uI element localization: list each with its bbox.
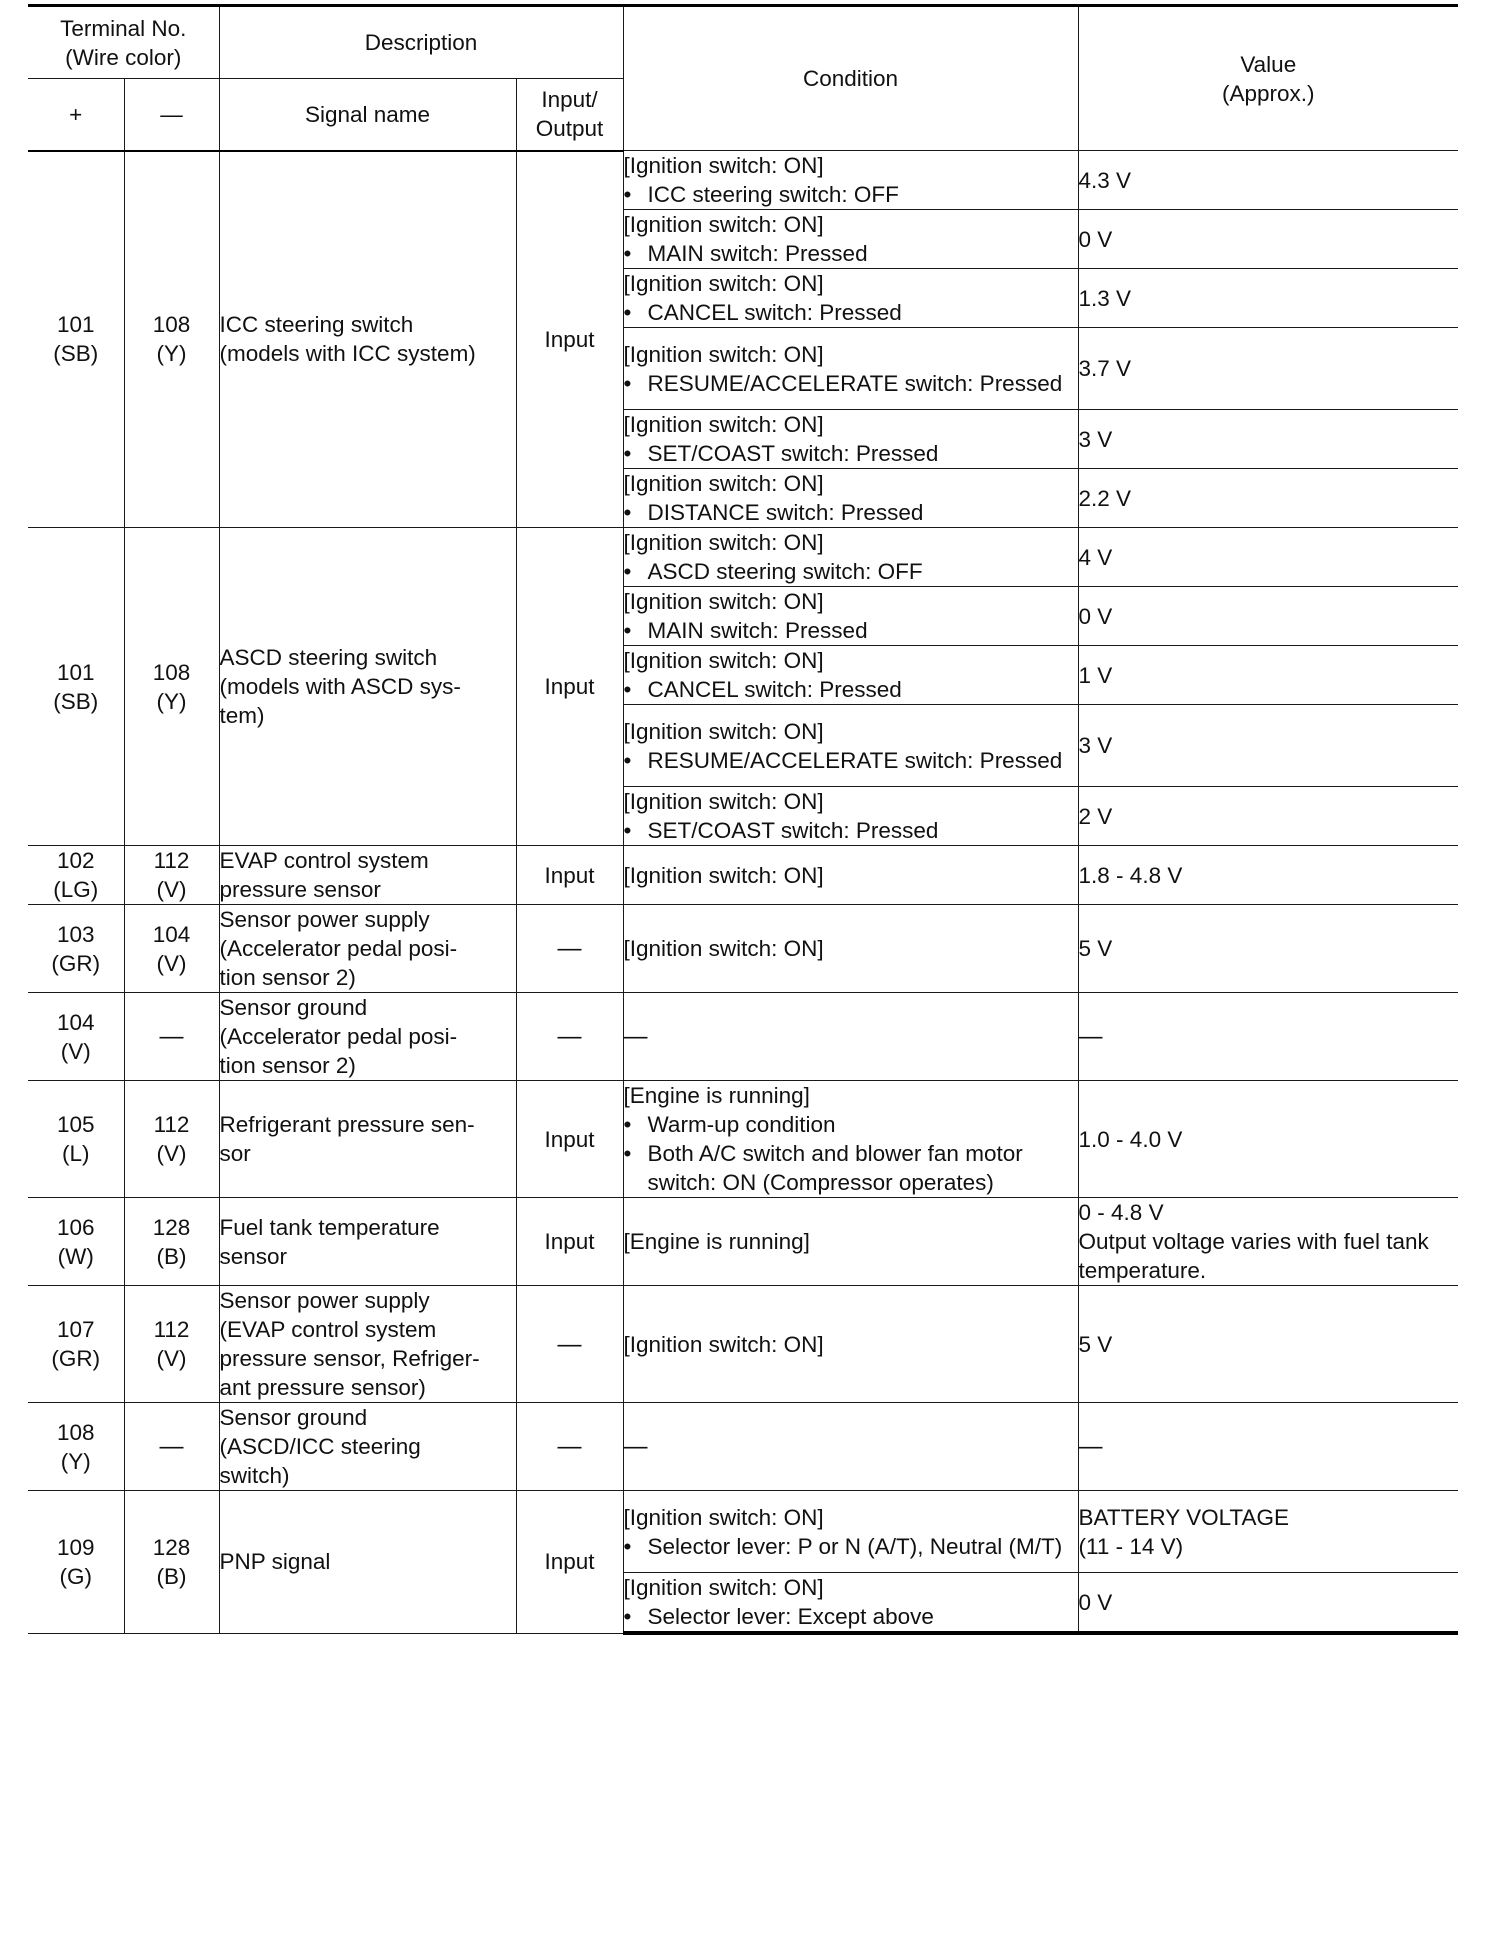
condition-bullet: • CANCEL switch: Pressed (624, 298, 1078, 327)
value-text: 1.0 - 4.0 V (1078, 1126, 1183, 1152)
condition-bullet: • CANCEL switch: Pressed (624, 675, 1078, 704)
value-text: — (1078, 1433, 1103, 1460)
condition-bullet-list (624, 180, 1078, 209)
terminal-minus-cell (124, 151, 219, 528)
value-text: 2.2 V (1078, 485, 1132, 511)
value-cell (1078, 328, 1458, 410)
io-cell (516, 905, 623, 993)
condition-cell (623, 846, 1078, 905)
value-cell (1078, 1573, 1458, 1634)
condition-text: [Ignition switch: ON] (623, 341, 824, 367)
signal-name: sor (219, 1141, 251, 1166)
condition-text: [Ignition switch: ON] (623, 1575, 824, 1600)
condition-bullet-list (624, 239, 1078, 268)
condition-bullet: • MAIN switch: Pressed (624, 239, 1078, 268)
value-text: 4.3 V (1078, 167, 1132, 193)
signal-name: pressure sensor, Refriger- (219, 1346, 480, 1371)
condition-text: — (623, 1433, 648, 1460)
terminal-minus: 108 (152, 312, 191, 338)
terminal-minus: (V) (156, 1141, 187, 1166)
table-header (28, 6, 1458, 151)
condition-cell (623, 787, 1078, 846)
value-cell (1078, 210, 1458, 269)
table-row (28, 846, 1458, 905)
table-row (28, 1081, 1458, 1198)
signal-name: ant pressure sensor) (219, 1375, 426, 1400)
header-condition: Condition (623, 6, 1078, 151)
io-cell (516, 1491, 623, 1634)
terminal-plus: (G) (59, 1563, 92, 1589)
value-text: 1.3 V (1078, 285, 1132, 311)
terminal-plus-cell (28, 528, 124, 846)
condition-text: [Ignition switch: ON] (623, 589, 824, 614)
terminal-minus: (V) (156, 1346, 187, 1371)
value-text: 3 V (1078, 733, 1113, 758)
condition-text: [Ignition switch: ON] (623, 718, 824, 744)
signal-name: Refrigerant pressure sen- (219, 1112, 475, 1137)
table-row (28, 151, 1458, 210)
terminal-plus: 102 (56, 848, 95, 873)
signal-name-cell (219, 1286, 516, 1403)
signal-name: Sensor ground (219, 1405, 368, 1430)
table-body (28, 151, 1458, 1634)
signal-name-cell (219, 993, 516, 1081)
terminal-minus: (B) (156, 1243, 187, 1269)
value-cell (1078, 646, 1458, 705)
condition-cell (623, 151, 1078, 210)
terminal-minus: (V) (156, 950, 187, 976)
input-output: Input (544, 862, 595, 888)
table-row (28, 1491, 1458, 1573)
header-io-line1: Input/ (541, 87, 598, 113)
condition-cell (623, 1286, 1078, 1403)
io-cell (516, 1198, 623, 1286)
terminal-plus: (SB) (53, 688, 99, 714)
terminal-plus: 101 (56, 659, 95, 685)
terminal-minus-cell (124, 1081, 219, 1198)
value-cell (1078, 705, 1458, 787)
condition-cell (623, 646, 1078, 705)
value-cell (1078, 1198, 1458, 1286)
condition-cell (623, 1573, 1078, 1634)
table-row (28, 993, 1458, 1081)
io-cell (516, 528, 623, 846)
terminal-plus: (SB) (53, 341, 99, 367)
condition-text: [Ignition switch: ON] (623, 212, 824, 237)
terminal-minus-cell (124, 846, 219, 905)
condition-text: — (623, 1023, 648, 1050)
condition-cell (623, 269, 1078, 328)
header-terminal-no-label: Terminal No. (60, 15, 187, 41)
signal-name-cell (219, 905, 516, 993)
terminal-minus-cell (124, 1198, 219, 1286)
terminal-plus-cell (28, 151, 124, 528)
condition-text: [Ignition switch: ON] (623, 936, 824, 961)
signal-name: Fuel tank temperature (219, 1214, 440, 1240)
value-cell (1078, 528, 1458, 587)
terminal-minus: 128 (152, 1214, 191, 1240)
condition-bullet: • Both A/C switch and blower fan motor switch: ON (Compressor operates) (624, 1139, 1078, 1197)
input-output: Input (544, 326, 595, 352)
condition-text: [Ignition switch: ON] (623, 648, 824, 673)
condition-cell (623, 905, 1078, 993)
value-cell (1078, 846, 1458, 905)
condition-bullet: • Warm-up condition (624, 1110, 1078, 1139)
terminal-plus: 105 (56, 1112, 95, 1137)
terminal-plus-cell (28, 905, 124, 993)
condition-bullet: • DISTANCE switch: Pressed (624, 498, 1078, 527)
signal-name-cell (219, 1081, 516, 1198)
input-output: — (557, 1023, 582, 1050)
table-row (28, 528, 1458, 587)
table-row (28, 1403, 1458, 1491)
signal-name: sensor (219, 1243, 288, 1269)
condition-cell (623, 1403, 1078, 1491)
terminal-minus-cell (124, 528, 219, 846)
value-text: Output voltage varies with fuel tank temperature. (1078, 1229, 1429, 1283)
header-plus: + (28, 79, 124, 151)
io-cell (516, 1081, 623, 1198)
value-text: BATTERY VOLTAGE (1078, 1504, 1290, 1530)
condition-bullet: • ASCD steering switch: OFF (624, 557, 1078, 586)
condition-bullet: • SET/COAST switch: Pressed (624, 439, 1078, 468)
signal-name: Sensor power supply (219, 1288, 430, 1313)
input-output: — (557, 1433, 582, 1460)
terminal-minus: (Y) (156, 688, 187, 714)
condition-cell (623, 210, 1078, 269)
signal-name: pressure sensor (219, 877, 381, 902)
value-cell (1078, 1081, 1458, 1198)
condition-text: [Ignition switch: ON] (623, 412, 824, 437)
terminal-plus: (GR) (51, 1346, 101, 1371)
condition-cell (623, 993, 1078, 1081)
condition-text: [Ignition switch: ON] (623, 1504, 824, 1530)
value-text: 5 V (1078, 936, 1113, 961)
terminal-plus: 109 (56, 1534, 95, 1560)
value-cell (1078, 787, 1458, 846)
value-cell (1078, 1491, 1458, 1573)
condition-bullet-list (624, 1602, 1078, 1631)
terminal-minus: 104 (152, 921, 191, 947)
signal-name: (ASCD/ICC steering (219, 1434, 421, 1459)
condition-bullet-list (624, 1110, 1078, 1197)
signal-name-cell (219, 151, 516, 528)
table-row (28, 1198, 1458, 1286)
condition-text: [Engine is running] (623, 1083, 810, 1108)
table-row (28, 1286, 1458, 1403)
condition-bullet: • Selector lever: P or N (A/T), Neutral (M/T) (624, 1532, 1078, 1561)
value-cell (1078, 1403, 1458, 1491)
signal-name: (models with ASCD sys- (219, 674, 461, 699)
terminal-minus-cell (124, 993, 219, 1081)
input-output: Input (544, 674, 595, 699)
terminal-minus: — (159, 1023, 184, 1050)
terminal-minus-cell (124, 1286, 219, 1403)
terminal-minus: 112 (153, 1317, 190, 1342)
signal-name: tion sensor 2) (219, 1053, 356, 1078)
io-cell (516, 993, 623, 1081)
input-output: Input (544, 1229, 595, 1254)
value-cell (1078, 587, 1458, 646)
value-cell (1078, 469, 1458, 528)
signal-name: ASCD steering switch (219, 645, 438, 670)
terminal-plus: (L) (62, 1141, 90, 1166)
value-cell (1078, 410, 1458, 469)
value-text: 0 V (1078, 1589, 1113, 1615)
value-text: 5 V (1078, 1331, 1113, 1357)
condition-text: [Engine is running] (623, 1229, 810, 1254)
condition-cell (623, 469, 1078, 528)
io-cell (516, 1403, 623, 1491)
signal-name: tion sensor 2) (219, 965, 356, 990)
header-description: Description (219, 6, 623, 79)
condition-cell (623, 705, 1078, 787)
signal-name: PNP signal (219, 1549, 331, 1575)
header-minus: — (124, 79, 219, 151)
terminal-plus-cell (28, 1081, 124, 1198)
condition-bullet: • Selector lever: Except above (624, 1602, 1078, 1631)
value-text: 0 - 4.8 V (1078, 1200, 1164, 1225)
condition-text: [Ignition switch: ON] (623, 530, 824, 555)
input-output: Input (544, 1549, 595, 1575)
condition-bullet-list (624, 498, 1078, 527)
signal-name: switch) (219, 1463, 290, 1488)
signal-name-cell (219, 528, 516, 846)
value-text: (11 - 14 V) (1078, 1533, 1184, 1559)
terminal-minus: 108 (152, 659, 191, 685)
terminal-minus: 112 (153, 1112, 190, 1137)
terminal-plus: (W) (57, 1243, 94, 1269)
terminal-plus: 104 (56, 1009, 95, 1035)
value-text: 3.7 V (1078, 356, 1132, 381)
terminal-plus: 108 (56, 1419, 95, 1445)
condition-bullet-list (624, 1532, 1078, 1561)
signal-name-cell (219, 1198, 516, 1286)
terminal-minus: — (159, 1433, 184, 1460)
header-value (1078, 6, 1458, 151)
condition-bullet-list (624, 298, 1078, 327)
condition-bullet-list (624, 557, 1078, 586)
io-cell (516, 151, 623, 528)
terminal-plus: 101 (56, 312, 95, 338)
signal-name: (Accelerator pedal posi- (219, 936, 458, 961)
condition-cell (623, 1198, 1078, 1286)
value-cell (1078, 905, 1458, 993)
terminal-minus: (Y) (156, 341, 187, 367)
value-text: 1 V (1078, 662, 1113, 688)
condition-text: [Ignition switch: ON] (623, 789, 824, 814)
terminal-plus: (V) (60, 1038, 91, 1064)
terminal-plus: 106 (56, 1214, 95, 1240)
signal-name-cell (219, 1491, 516, 1634)
value-text: 0 V (1078, 603, 1113, 629)
value-text: 1.8 - 4.8 V (1078, 862, 1183, 888)
ecm-terminal-table (28, 4, 1458, 1635)
terminal-minus: (V) (156, 877, 187, 902)
header-terminal-no (28, 6, 219, 79)
signal-name: (models with ICC system) (219, 341, 476, 367)
signal-name: ICC steering switch (219, 312, 414, 338)
condition-bullet: • SET/COAST switch: Pressed (624, 816, 1078, 845)
terminal-plus: 103 (56, 921, 95, 947)
header-value-approx: (Approx.) (1222, 80, 1315, 106)
signal-name: Sensor power supply (219, 907, 430, 932)
condition-cell (623, 528, 1078, 587)
condition-cell (623, 410, 1078, 469)
terminal-table-page (28, 4, 1458, 1635)
value-cell (1078, 1286, 1458, 1403)
condition-cell (623, 1491, 1078, 1573)
input-output: Input (544, 1126, 595, 1152)
terminal-plus-cell (28, 1403, 124, 1491)
value-cell (1078, 993, 1458, 1081)
terminal-minus: 112 (153, 848, 190, 873)
input-output: — (557, 1330, 582, 1358)
input-output: — (557, 935, 582, 962)
signal-name: tem) (219, 703, 265, 728)
condition-bullet-list (624, 816, 1078, 845)
condition-bullet-list (624, 746, 1078, 775)
condition-cell (623, 1081, 1078, 1198)
terminal-minus-cell (124, 905, 219, 993)
value-text: 0 V (1078, 226, 1113, 252)
terminal-plus-cell (28, 1286, 124, 1403)
signal-name: (EVAP control system (219, 1317, 437, 1342)
io-cell (516, 1286, 623, 1403)
header-signal-name: Signal name (219, 79, 516, 151)
condition-bullet-list (624, 616, 1078, 645)
condition-text: [Ignition switch: ON] (623, 153, 824, 178)
signal-name: Sensor ground (219, 995, 368, 1020)
terminal-plus: (GR) (51, 950, 101, 976)
condition-bullet-list (624, 675, 1078, 704)
condition-bullet: • MAIN switch: Pressed (624, 616, 1078, 645)
value-text: 3 V (1078, 426, 1113, 452)
table-row (28, 905, 1458, 993)
terminal-plus-cell (28, 993, 124, 1081)
terminal-minus-cell (124, 1491, 219, 1634)
signal-name: EVAP control system (219, 848, 429, 873)
signal-name: (Accelerator pedal posi- (219, 1024, 458, 1049)
header-wire-color-label: (Wire color) (65, 44, 182, 70)
header-value-label: Value (1240, 51, 1297, 77)
condition-cell (623, 328, 1078, 410)
condition-text: [Ignition switch: ON] (623, 1331, 824, 1357)
header-io-line2: Output (535, 116, 604, 142)
condition-text: [Ignition switch: ON] (623, 471, 824, 496)
header-input-output (516, 79, 623, 151)
condition-bullet: • RESUME/ACCELERATE switch: Pressed (624, 746, 1078, 775)
terminal-plus: 107 (56, 1317, 95, 1342)
terminal-minus-cell (124, 1403, 219, 1491)
value-cell (1078, 151, 1458, 210)
condition-text: [Ignition switch: ON] (623, 862, 824, 888)
terminal-minus: 128 (152, 1534, 191, 1560)
signal-name-cell (219, 846, 516, 905)
condition-text: [Ignition switch: ON] (623, 271, 824, 296)
condition-bullet: • ICC steering switch: OFF (624, 180, 1078, 209)
value-text: 4 V (1078, 544, 1113, 570)
value-text: — (1078, 1023, 1103, 1050)
terminal-plus-cell (28, 846, 124, 905)
condition-bullet-list (624, 439, 1078, 468)
terminal-plus-cell (28, 1198, 124, 1286)
terminal-plus-cell (28, 1491, 124, 1634)
value-cell (1078, 269, 1458, 328)
io-cell (516, 846, 623, 905)
terminal-plus: (Y) (60, 1448, 91, 1474)
condition-cell (623, 587, 1078, 646)
signal-name-cell (219, 1403, 516, 1491)
condition-bullet: • RESUME/ACCELERATE switch: Pressed (624, 369, 1078, 398)
terminal-minus: (B) (156, 1563, 187, 1589)
condition-bullet-list (624, 369, 1078, 398)
value-text: 2 V (1078, 803, 1113, 829)
terminal-plus: (LG) (53, 877, 99, 902)
